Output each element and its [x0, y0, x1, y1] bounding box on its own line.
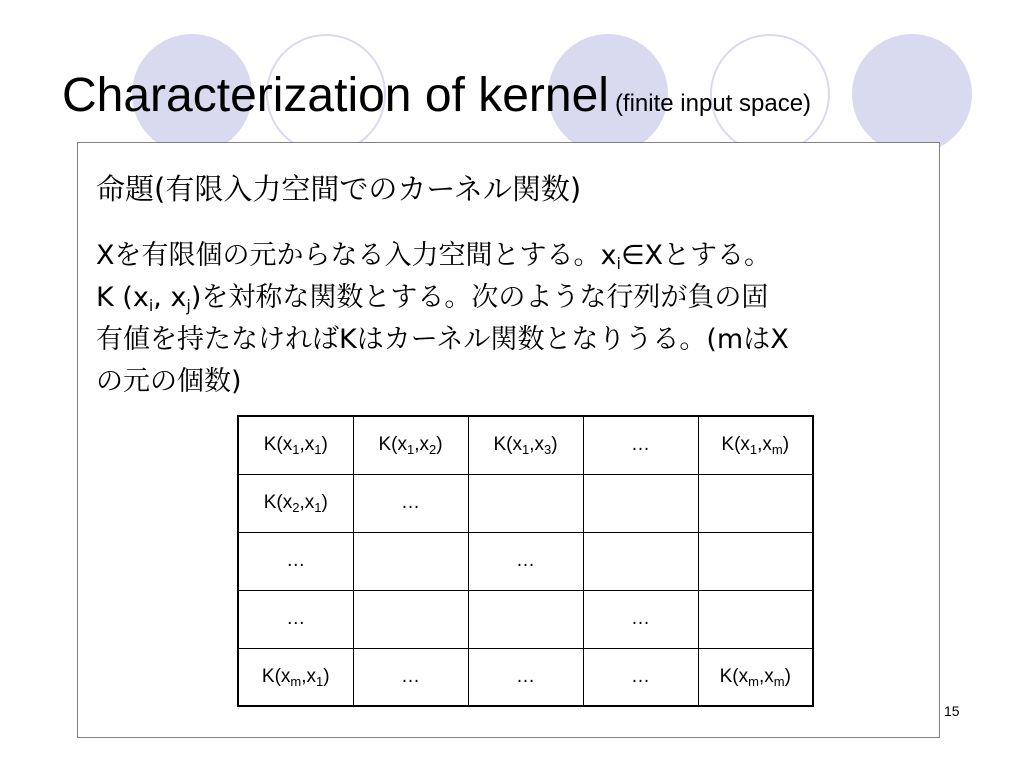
table-cell — [353, 416, 468, 474]
subscript: 1 — [749, 442, 758, 458]
subscript: m — [290, 673, 302, 689]
table-row — [238, 648, 813, 706]
cell-text: ) — [782, 434, 790, 456]
cell-text: ) — [784, 665, 791, 687]
subscript: m — [771, 442, 783, 458]
body-text-segment: ∈Xとする。 — [620, 240, 771, 271]
cell-text: K(x — [263, 434, 293, 456]
cell-text: ,x — [529, 434, 544, 456]
cell-text: ) — [321, 492, 328, 513]
subscript: i — [148, 296, 154, 315]
body-line — [96, 235, 916, 277]
body-text-segment: )を対称な関数とする。次のような行列が負の固 — [190, 282, 769, 313]
proposition-body — [96, 235, 916, 403]
cell-text: K(x — [721, 434, 750, 456]
body-text-segment: K (x — [96, 282, 149, 313]
subscript: 2 — [292, 500, 300, 515]
table-cell: … — [353, 648, 468, 706]
cell-text: ,x — [301, 665, 317, 687]
table-cell: … — [468, 648, 583, 706]
cell-text: ,x — [758, 665, 774, 687]
body-text-segment: Xを有限個の元からなる入力空間とする。x — [96, 240, 617, 271]
table-cell — [583, 474, 698, 532]
table-cell — [238, 416, 353, 474]
cell-text: ,x — [757, 434, 772, 456]
body-line: の元の個数) — [96, 366, 242, 397]
subscript: j — [186, 296, 191, 315]
table-cell — [238, 474, 353, 532]
table-cell: … — [583, 416, 698, 474]
table-row — [238, 532, 813, 590]
subscript: 1 — [314, 500, 322, 515]
table-cell — [353, 590, 468, 648]
cell-text: K(x — [493, 434, 522, 456]
page-number: 15 — [944, 703, 960, 719]
subscript: 1 — [314, 442, 322, 458]
table-cell — [698, 648, 813, 706]
cell-text: ) — [323, 665, 330, 687]
table-cell: … — [468, 532, 583, 590]
cell-text: K(x — [261, 665, 291, 687]
table-cell: … — [583, 590, 698, 648]
decorative-circle — [852, 34, 972, 154]
table-row — [238, 416, 813, 474]
subscript: 2 — [428, 442, 437, 458]
subscript: m — [773, 673, 785, 689]
table-row — [238, 474, 813, 532]
subscript: i — [616, 254, 621, 273]
table-cell — [238, 648, 353, 706]
subscript: 1 — [521, 442, 530, 458]
subscript: 3 — [543, 442, 552, 458]
table-cell — [698, 532, 813, 590]
cell-text: ) — [321, 434, 328, 456]
table-cell: … — [583, 648, 698, 706]
body-text-segment: , x — [153, 282, 187, 313]
cell-text: K(x — [263, 492, 293, 513]
cell-text: ,x — [414, 434, 429, 456]
cell-text: ,x — [299, 434, 315, 456]
subscript: 1 — [292, 442, 300, 458]
cell-text: ) — [436, 434, 443, 456]
subscript: 1 — [316, 673, 324, 689]
table-cell — [468, 416, 583, 474]
table-cell — [583, 532, 698, 590]
subscript: 1 — [406, 442, 415, 458]
table-cell — [698, 416, 813, 474]
table-cell — [468, 474, 583, 532]
table-cell — [353, 532, 468, 590]
table-row — [238, 590, 813, 648]
table-cell: … — [238, 590, 353, 648]
cell-text: ) — [551, 434, 558, 456]
cell-text: ,x — [299, 492, 315, 513]
table-cell — [468, 590, 583, 648]
table-cell: … — [238, 532, 353, 590]
slide-title — [62, 66, 811, 136]
cell-text: K(x — [378, 434, 407, 456]
table-cell — [698, 474, 813, 532]
body-line: 有値を持たなければKはカーネル関数となりうる。(mはX — [96, 324, 789, 355]
proposition-heading: 命題(有限入力空間でのカーネル関数) — [96, 172, 582, 206]
slide-title-subtitle: (finite input space) — [614, 90, 812, 117]
kernel-matrix-table — [237, 415, 814, 707]
slide-title-main: Characterization of kernel — [62, 69, 609, 122]
table-cell: … — [353, 474, 468, 532]
subscript: m — [748, 673, 759, 689]
body-line — [96, 277, 916, 319]
table-cell — [698, 590, 813, 648]
content-box — [77, 142, 940, 738]
cell-text: K(x — [719, 665, 749, 687]
